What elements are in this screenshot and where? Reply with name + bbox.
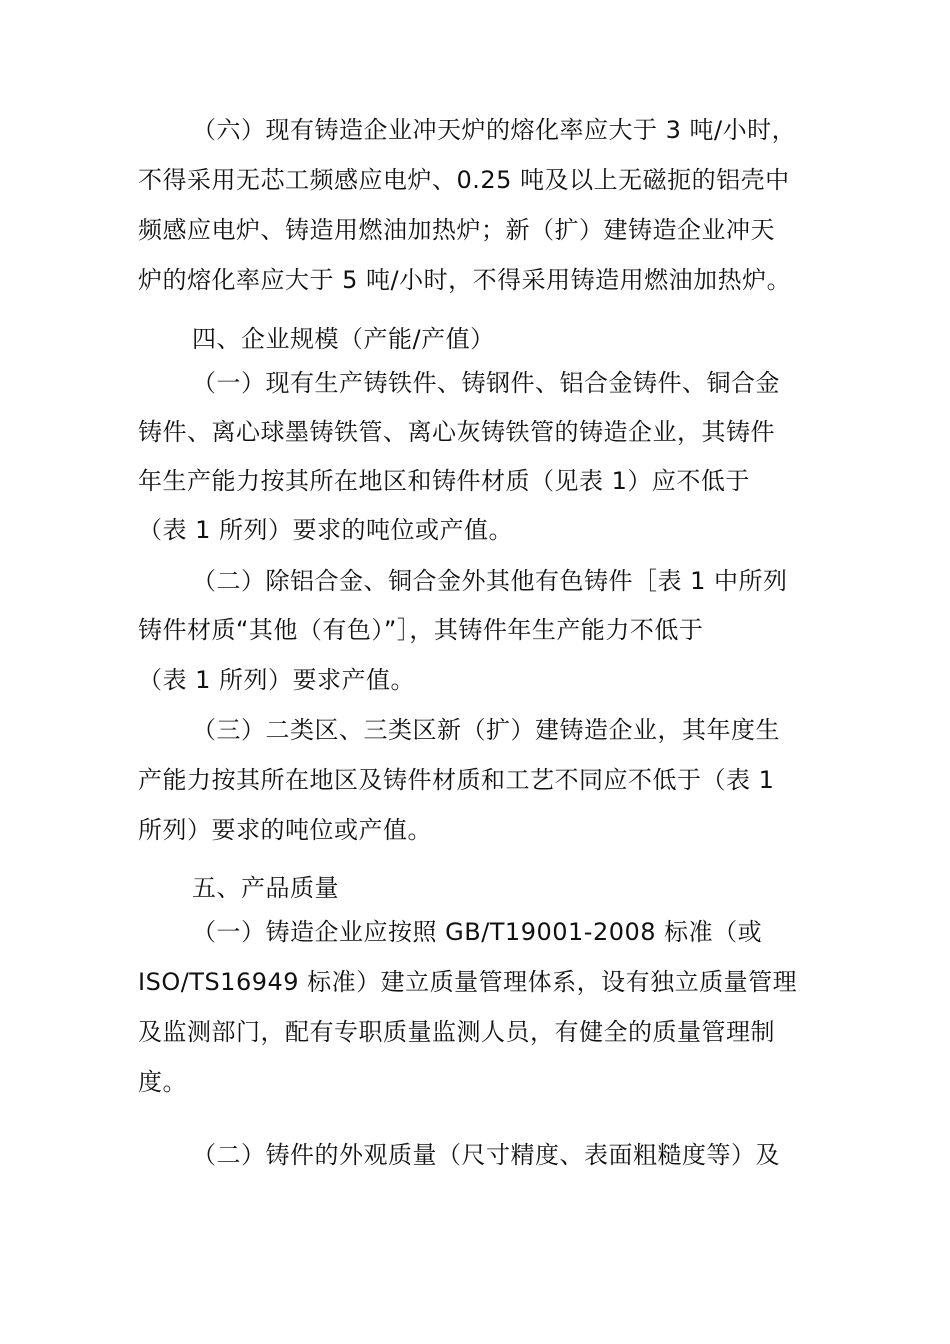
paragraph-line: （二）铸件的外观质量（尺寸精度、表面粗糙度等）及 [192, 1141, 780, 1169]
paragraph-line: 铸件材质“其他（有色）”］，其铸件年生产能力不低于 [138, 616, 704, 644]
paragraph-line: （六）现有铸造企业冲天炉的熔化率应大于 3 吨/小时， [192, 116, 797, 144]
paragraph-line: （二）除铝合金、铜合金外其他有色铸件［表 1 中所列 [192, 567, 788, 595]
section-heading: 四、企业规模（产能/产值） [192, 325, 495, 353]
paragraph-line: 频感应电炉、铸造用燃油加热炉；新（扩）建铸造企业冲天 [138, 216, 775, 244]
paragraph-line: （表 1 所列）要求的吨位或产值。 [138, 516, 514, 544]
paragraph-line: 铸件、离心球墨铸铁管、离心灰铸铁管的铸造企业，其铸件 [138, 418, 775, 446]
paragraph-line: （三）二类区、三类区新（扩）建铸造企业，其年度生 [192, 716, 780, 744]
paragraph-line: 及监测部门，配有专职质量监测人员，有健全的质量管理制 [138, 1018, 775, 1046]
paragraph-line: （一）铸造企业应按照 GB/T19001-2008 标准（或 [192, 918, 763, 946]
paragraph-line: 所列）要求的吨位或产值。 [138, 816, 432, 844]
paragraph-line: 产能力按其所在地区及铸件材质和工艺不同应不低于（表 1 [138, 766, 775, 794]
paragraph-line: 年生产能力按其所在地区和铸件材质（见表 1）应不低于 [138, 467, 750, 495]
paragraph-line: （表 1 所列）要求产值。 [138, 666, 416, 694]
paragraph-line: 炉的熔化率应大于 5 吨/小时，不得采用铸造用燃油加热炉。 [138, 266, 792, 294]
section-heading: 五、产品质量 [192, 874, 339, 902]
paragraph-line: ISO/TS16949 标准）建立质量管理体系，设有独立质量管理 [138, 968, 798, 996]
paragraph-line: （一）现有生产铸铁件、铸钢件、铝合金铸件、铜合金 [192, 369, 780, 397]
paragraph-line: 度。 [138, 1068, 187, 1096]
paragraph-line: 不得采用无芯工频感应电炉、0.25 吨及以上无磁扼的铝壳中 [138, 166, 790, 194]
